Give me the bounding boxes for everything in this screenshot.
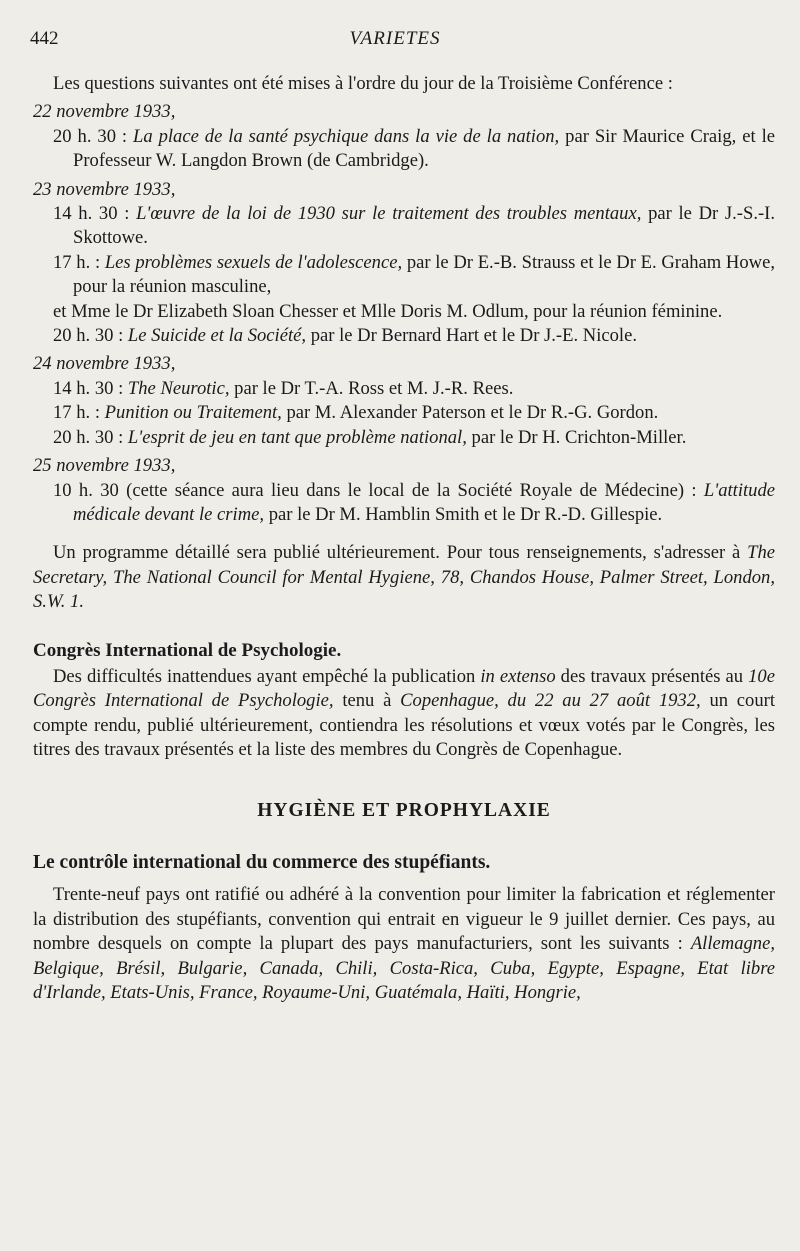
page-header [30, 28, 760, 52]
stupefiants-countries: Allemagne, Belgique, Brésil, Bulgarie, Canada, Chili, Costa-Rica, Cuba, Egypte, Espagne, Etat libre d'Irlande, Etats-Unis, France, Royaume-Uni, Guatémala, Haïti, Hongrie, [33, 933, 775, 1003]
schedule-date: 24 novembre 1933, [33, 353, 176, 375]
schedule-speakers: par le Dr T.-A. Ross et M. J.-R. Rees. [234, 377, 514, 399]
schedule-speakers: par Sir Maurice Craig, et le Professeur W. Langdon Brown (de Cambridge). [73, 125, 775, 172]
congres-italic-2: 10e Congrès International de Psychologie, [33, 665, 775, 712]
stupefiants-text: Trente-neuf pays ont ratifié ou adhéré à la convention pour limiter la fabrication et réglementer la distribution des stupéfiants, convention qui entrait en vigueur le 9 juillet dernier. Ces pays, au nombre desquels on compte la plupart des pays manufacturiers, sont les suivants : [33, 884, 775, 955]
schedule-title: The Neurotic, [127, 377, 230, 399]
page-body [33, 72, 775, 1005]
section-title-hygiene: HYGIÈNE ET PROPHYLAXIE [257, 799, 551, 821]
stupefiants-heading: Le contrôle international du commerce des stupéfiants. [33, 851, 491, 873]
schedule-item [33, 125, 775, 174]
schedule-date: 22 novembre 1933, [33, 101, 176, 123]
schedule-time: 20 h. 30 : [53, 125, 128, 147]
schedule-title: Le Suicide et la Société, [127, 325, 307, 347]
schedule-item [33, 479, 775, 528]
schedule-item [33, 401, 775, 425]
schedule-time: 17 h. : [53, 402, 101, 424]
intro-paragraph: Les questions suivantes ont été mises à l'ordre du jour de la Troisième Conférence : [53, 73, 673, 94]
page-number: 442 [30, 28, 59, 49]
running-title: VARIETES [349, 28, 441, 49]
congres-italic-1: in extenso [480, 665, 556, 687]
schedule-time: 20 h. 30 : [53, 325, 124, 347]
schedule-item [33, 324, 775, 348]
congres-heading: Congrès International de Psychologie. [33, 639, 342, 661]
schedule-time: 10 h. 30 (cette séance aura lieu dans le local de la Société Royale de Médecine) : [53, 479, 697, 501]
schedule-speakers: et Mme le Dr Elizabeth Sloan Chesser et Mlle Doris M. Odlum, pour la réunion féminine. [53, 300, 723, 322]
conference-schedule [33, 100, 775, 527]
schedule-title: L'esprit de jeu en tant que problème national, [127, 426, 467, 448]
schedule-item [33, 202, 775, 251]
schedule-title: Punition ou Traitement, [104, 402, 282, 424]
schedule-title: L'œuvre de la loi de 1930 sur le traitement des troubles mentaux, [136, 203, 642, 225]
schedule-speakers: par le Dr J.-S.-I. Skottowe. [73, 203, 776, 249]
schedule-title: Les problèmes sexuels de l'adolescence, [104, 251, 403, 273]
schedule-speakers: par le Dr E.-B. Strauss et le Dr E. Graham Howe, pour la réunion masculine, [73, 251, 775, 298]
congres-text-4: un court compte rendu, publié ultérieurement, contiendra les résolutions et vœux votés par le Congrès, les titres des travaux présentés et la liste des membres du Congrès de Copenhague. [33, 690, 776, 761]
schedule-time: 17 h. : [53, 251, 101, 273]
program-note [33, 541, 775, 614]
congres-text-1: Des difficultés inattendues ayant empêché la publication [53, 665, 476, 687]
schedule-title: L'attitude médicale devant le crime, [73, 479, 775, 525]
schedule-speakers: par le Dr H. Crichton-Miller. [471, 426, 687, 448]
schedule-item [33, 426, 775, 450]
schedule-date: 23 novembre 1933, [33, 178, 176, 200]
schedule-item [33, 251, 775, 300]
schedule-time: 20 h. 30 : [53, 426, 124, 448]
schedule-speakers: par le Dr M. Hamblin Smith et le Dr R.-D. Gillespie. [268, 503, 663, 525]
program-note-text: Un programme détaillé sera publié ultérieurement. Pour tous renseignements, s'adresser à [53, 542, 741, 564]
schedule-item [33, 377, 775, 401]
congres-italic-3: Copenhague, du 22 au 27 août 1932, [400, 690, 701, 712]
schedule-time: 14 h. 30 : [53, 203, 130, 225]
congres-text-2: des travaux présentés au [560, 665, 744, 687]
schedule-time: 14 h. 30 : [53, 377, 124, 399]
schedule-title: La place de la santé psychique dans la vie de la nation, [133, 125, 560, 147]
stupefiants-paragraph [33, 883, 775, 1005]
program-note-address: The Secretary, The National Council for Mental Hygiene, 78, Chandos House, Palmer Street, London, S.W. 1. [33, 542, 776, 613]
schedule-speakers: par M. Alexander Paterson et le Dr R.-G. Gordon. [286, 402, 659, 424]
schedule-date: 25 novembre 1933, [33, 455, 176, 477]
schedule-speakers: par le Dr Bernard Hart et le Dr J.-E. Nicole. [310, 325, 637, 347]
congres-paragraph [33, 665, 775, 763]
schedule-item [33, 300, 775, 324]
congres-text-3: tenu à [342, 690, 392, 712]
